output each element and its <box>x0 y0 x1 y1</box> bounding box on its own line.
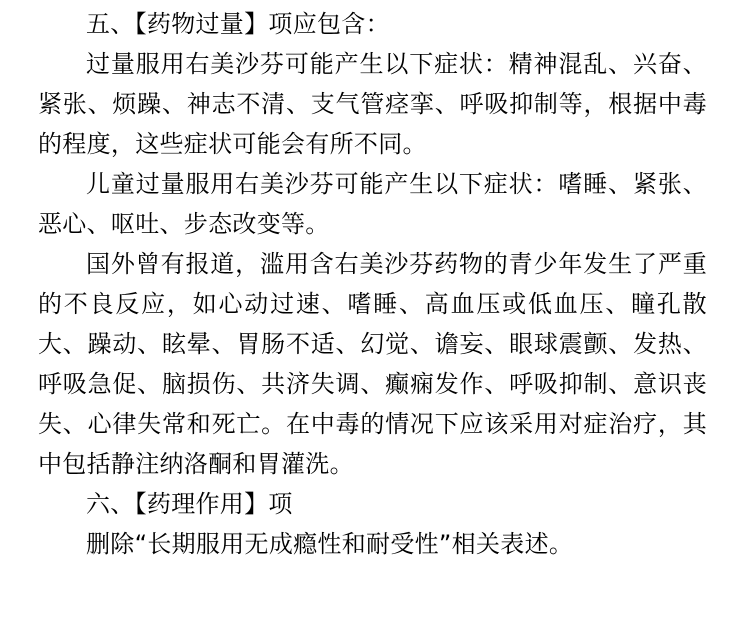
section-heading-pharmacology: 六、【药理作用】项 <box>86 490 293 518</box>
paragraph-child-overdose: 儿童过量服用右美沙芬可能产生以下症状：嗜睡、紧张、恶心、呕吐、步态改变等。 <box>38 170 707 238</box>
paragraph-pharmacology-change: 删除“长期服用无成瘾性和耐受性”相关表述。 <box>86 530 574 558</box>
section-heading-overdose: 五、【药物过量】项应包含： <box>86 10 390 38</box>
paragraph-overdose-symptoms: 过量服用右美沙芬可能产生以下症状：精神混乱、兴奋、紧张、烦躁、神志不清、支气管痉挛、呼吸抑制等，根据中毒的程度，这些症状可能会有所不同。 <box>38 50 707 158</box>
paragraph-abuse-reports: 国外曾有报道，滥用含右美沙芬药物的青少年发生了严重的不良反应，如心动过速、嗜睡、高血压或低血压、瞳孔散大、躁动、眩晕、胃肠不适、幻觉、谵妄、眼球震颤、发热、呼吸急促、脑损伤、共济失调、癫痫发作、呼吸抑制、意识丧失、心律失常和死亡。在中毒的情况下应该采用对症治疗，其中包括静注纳洛酮和胃灌洗。 <box>38 250 707 478</box>
